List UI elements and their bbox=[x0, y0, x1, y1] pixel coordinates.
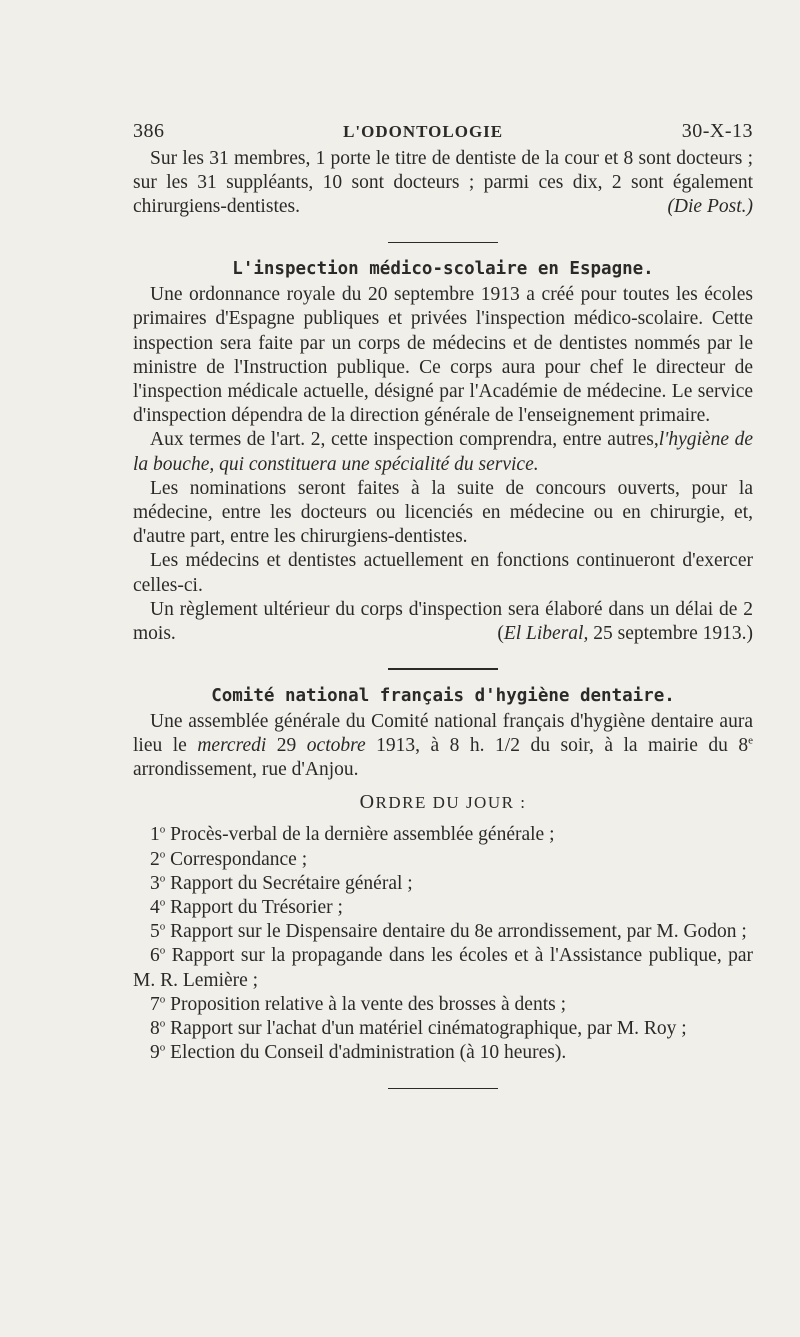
intro-source: (Die Post.) bbox=[667, 196, 753, 218]
item-number: 2 bbox=[150, 848, 160, 870]
journal-title: L'ODONTOLOGIE bbox=[343, 122, 504, 141]
agenda-item bbox=[133, 920, 753, 944]
paragraph-text: Aux termes de l'art. 2, cette inspection comprendra, entre autres, bbox=[150, 429, 659, 451]
item-number: 7 bbox=[150, 993, 160, 1015]
ordinal-mark: o bbox=[159, 823, 166, 836]
page bbox=[133, 120, 753, 1089]
item-text: Rapport du Trésorier ; bbox=[170, 897, 343, 919]
ordinal-mark: o bbox=[159, 872, 166, 885]
superscript: e bbox=[748, 734, 754, 747]
article-paragraph: Les nominations seront faites à la suite de concours ouverts, pour la médecine, entre les docteurs ou licenciés en médecine ou en chirurgie, et, d'autre part, entre les chirurgiens-dentistes. bbox=[133, 477, 753, 548]
article-paragraph bbox=[133, 710, 753, 783]
agenda-item bbox=[133, 848, 753, 872]
item-number: 5 bbox=[150, 921, 160, 943]
source-italic: El Liberal, bbox=[503, 622, 589, 644]
paragraph-text: 29 bbox=[266, 734, 307, 756]
ordinal-mark: o bbox=[159, 993, 166, 1006]
item-text: Rapport du Secrétaire général ; bbox=[170, 872, 413, 894]
source-rest: 25 septembre 1913.) bbox=[588, 622, 753, 644]
paragraph-text: 1913, à 8 h. 1/2 du soir, à la mairie du 8 bbox=[365, 734, 749, 756]
article-paragraph bbox=[133, 428, 753, 476]
item-text: Rapport sur la propagande dans les écoles et à l'Assistance publique, par M. R. Lemière ; bbox=[133, 945, 753, 991]
agenda-item bbox=[133, 944, 753, 992]
agenda-item bbox=[133, 896, 753, 920]
paragraph-text: Un règlement ultérieur du corps d'inspection sera élaboré dans un délai de 2 mois. bbox=[133, 598, 753, 644]
intro-text: Sur les 31 membres, 1 porte le titre de dentiste de la cour et 8 sont docteurs ; sur les 31 suppléants, 10 sont docteurs ; parmi ces dix, 2 sont également chirurgiens-dentistes. bbox=[133, 148, 753, 218]
italic-day: mercredi bbox=[197, 734, 267, 756]
item-text: Rapport sur l'achat d'un matériel cinématographique, par M. Roy ; bbox=[170, 1018, 687, 1040]
item-number: 4 bbox=[150, 897, 160, 919]
ordinal-mark: o bbox=[159, 944, 166, 957]
item-text: Proposition relative à la vente des brosses à dents ; bbox=[170, 993, 566, 1015]
article-paragraph: Une ordonnance royale du 20 septembre 1913 a créé pour toutes les écoles primaires d'Espagne publiques et privées l'inspection médico-scolaire. Cette inspection sera faite par un corps de médecins et de dentistes nommés par le ministre de l'Instruction publique. Ce corps aura pour chef le directeur de l'inspection médicale actuelle, désigné par l'Académie de médecine. Le service d'inspection dépendra de la direction générale de l'enseignement primaire. bbox=[133, 284, 753, 427]
ordinal-mark: o bbox=[159, 920, 166, 933]
agenda-title-cap: O bbox=[359, 791, 376, 814]
paragraph-text: arrondissement, rue d'Anjou. bbox=[133, 759, 359, 781]
article-source bbox=[480, 622, 753, 646]
ordinal-mark: o bbox=[159, 848, 166, 861]
ordinal-mark: o bbox=[159, 1017, 166, 1030]
agenda-item bbox=[133, 993, 753, 1017]
agenda-title-rest: RDRE DU bbox=[375, 793, 466, 813]
agenda-item bbox=[133, 1017, 753, 1041]
source-paren: ( bbox=[497, 622, 504, 644]
item-text: Procès-verbal de la dernière assemblée générale ; bbox=[170, 824, 555, 846]
divider-rule bbox=[388, 1088, 498, 1090]
page-number: 386 bbox=[133, 120, 165, 142]
paragraph-text: Une assemblée générale du Comité national français d'hygiène dentaire aura lieu le bbox=[133, 710, 753, 756]
item-number: 1 bbox=[150, 824, 160, 846]
item-number: 6 bbox=[150, 945, 160, 967]
agenda-title bbox=[133, 790, 753, 815]
item-text: Correspondance ; bbox=[170, 848, 308, 870]
intro-paragraph bbox=[133, 147, 753, 220]
agenda-item bbox=[133, 823, 753, 847]
article-paragraph bbox=[133, 598, 753, 646]
agenda-item bbox=[133, 1041, 753, 1065]
agenda-item bbox=[133, 872, 753, 896]
article-heading: Comité national français d'hygiène dentaire. bbox=[211, 685, 675, 706]
agenda-list bbox=[133, 823, 753, 1065]
italic-month: octobre bbox=[306, 734, 366, 756]
item-text: Rapport sur le Dispensaire dentaire du 8e arrondissement, par M. Godon ; bbox=[170, 921, 747, 943]
item-number: 3 bbox=[150, 872, 160, 894]
article-paragraph: Les médecins et dentistes actuellement en fonctions continueront d'exercer celles-ci. bbox=[133, 550, 753, 596]
agenda-title-rest: JOUR : bbox=[465, 793, 527, 813]
ordinal-mark: o bbox=[159, 896, 166, 909]
item-text: Election du Conseil d'administration (à 10 heures). bbox=[170, 1042, 567, 1064]
issue-date: 30-X-13 bbox=[681, 120, 753, 142]
ordinal-mark: o bbox=[159, 1041, 166, 1054]
article-heading: L'inspection médico-scolaire en Espagne. bbox=[232, 259, 654, 280]
item-number: 9 bbox=[150, 1042, 160, 1064]
item-number: 8 bbox=[150, 1018, 160, 1040]
running-head bbox=[133, 120, 753, 143]
italic-emphasis: l'hygiène de la bouche, qui constituera une spécialité du service. bbox=[133, 429, 753, 475]
